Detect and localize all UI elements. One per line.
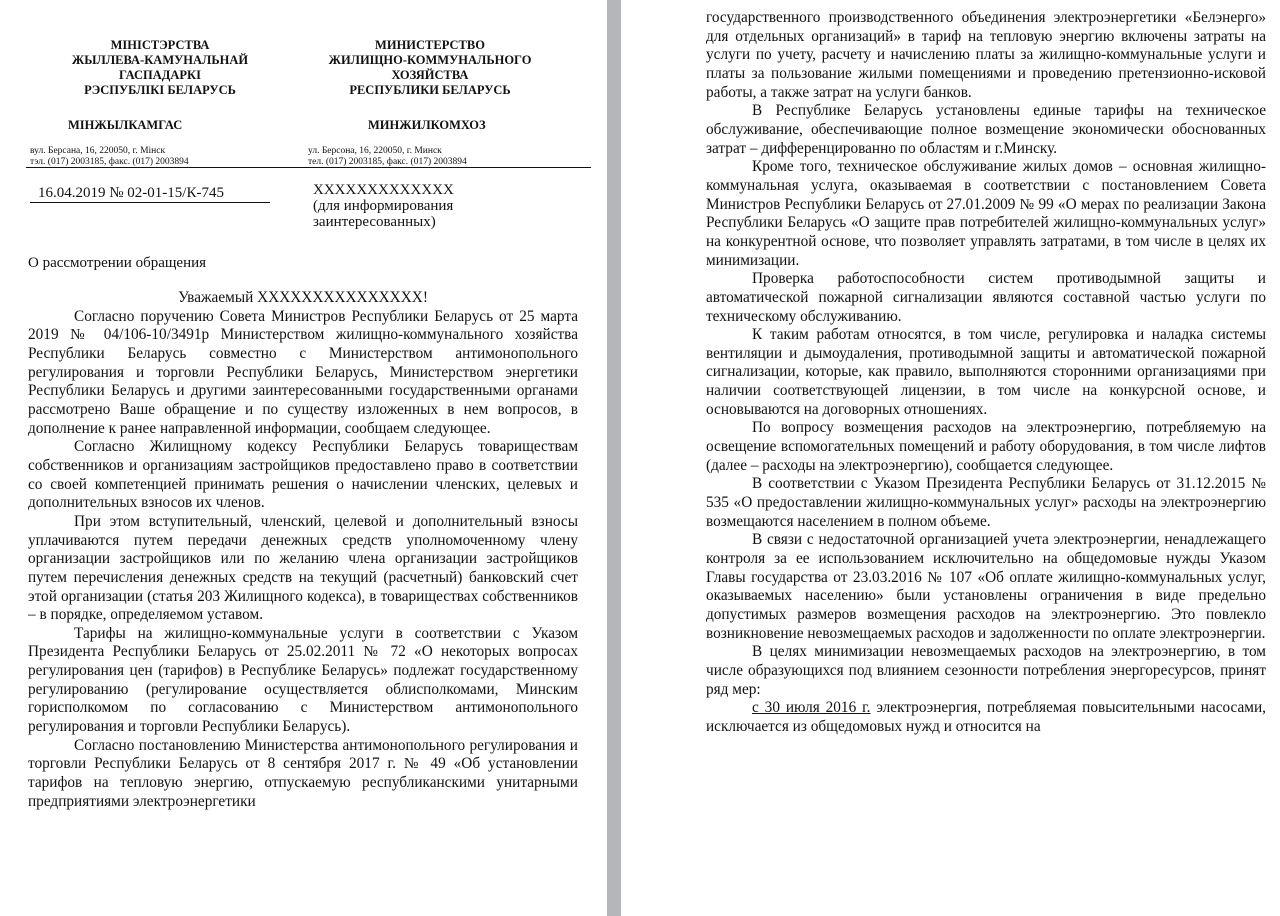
registration-number: 16.04.2019 № 02-01-15/К-745 xyxy=(30,184,270,203)
letterhead-line: РЕСПУБЛИКИ БЕЛАРУСЬ xyxy=(349,83,511,97)
paragraph: Проверка работоспособности систем противодымной защиты и автоматической пожарной сигнализации являются составной частью услуги по техническому обслуживанию. xyxy=(706,270,1266,325)
addressee xyxy=(313,182,454,230)
letterhead-line: ЖИЛИЩНО-КОММУНАЛЬНОГО xyxy=(328,53,532,67)
letterhead-line: ГАСПАДАРКІ xyxy=(119,68,201,82)
body-left xyxy=(28,289,578,811)
letterhead-line: МІНІСТЭРСТВА xyxy=(110,38,210,52)
letterhead-line: ХОЗЯЙСТВА xyxy=(391,68,469,82)
addressee-note: заинтересованных) xyxy=(313,214,436,230)
letterhead-line: МИНИСТЕРСТВО xyxy=(375,38,485,52)
addressee-name: XXXXXXXXXXXXX xyxy=(313,182,454,198)
paragraph: Тарифы на жилищно-коммунальные услуги в соответствии с Указом Президента Республики Беларусь от 25.02.2011 № 72 «О некоторых вопросах регулирования цен (тарифов) в Республике Беларусь» подлежат государственному регулированию (регулирование осуществляется облисполкомами, Минским горисполкомом по согласованию с Министерством антимонопольного регулирования и торговли Республики Беларусь). xyxy=(28,624,578,736)
date-underlined: с 30 июля 2016 г. xyxy=(752,699,871,717)
paragraph: В соответствии с Указом Президента Республики Беларусь от 31.12.2015 № 535 «О предоставлении жилищно-коммунальных услуг» расходы на электроэнергию возмещаются населением в полном объеме. xyxy=(706,475,1266,530)
paragraph: Согласно поручению Совета Министров Республики Беларусь от 25 марта 2019 № 04/106-10/3491р Министерством жилищно-коммунального хозяйства Республики Беларусь совместно с Министерством антимонопольного регулирования и торговли Республики Беларусь, Министерством энергетики Республики Беларусь и другими заинтересованными государственными органами рассмотрено Ваше обращение и по существу изложенных в нем вопросов, в дополнение к ранее направленной информации, сообщаем следующее. xyxy=(28,307,578,437)
ministry-abbr-by: МІНЖЫЛКАМГАС xyxy=(68,118,183,132)
address-line: тел. (017) 2003185, факс. (017) 2003894 xyxy=(308,157,467,167)
paragraph: В целях минимизации невозмещаемых расходов на электроэнергию, в том числе образующихся под влиянием сезонности потребления энергоресурсов, принят ряд мер: xyxy=(706,643,1266,698)
addressee-note: (для информирования xyxy=(313,198,454,214)
paragraph-text: электроэнергия, потребляемая повысительными насосами, исключается из общедомовых нужд и относится на xyxy=(706,699,1266,735)
address-by xyxy=(30,146,189,168)
letterhead-line: ЖЫЛЛЕВА-КАМУНАЛЬНАЙ xyxy=(71,53,249,67)
document-page-1 xyxy=(0,0,607,916)
subject: О рассмотрении обращения xyxy=(28,255,207,271)
paragraph-continuation: государственного производственного объединения электроэнергетики «Белэнерго» для отдельных организаций» в тариф на тепловую энергию включены затраты на услуги по учету, расчету и начислению платы за жилищно-коммунальные услуги и платы за пользование жилыми помещениями и проведению претензионно-исковой работы, а также затрат на услуги банков. xyxy=(706,9,1266,101)
document-page-2 xyxy=(621,0,1280,916)
address-ru xyxy=(308,146,467,168)
address-line: вул. Берсана, 16, 220050, г. Мінск xyxy=(30,146,166,156)
paragraph: При этом вступительный, членский, целевой и дополнительный взносы уплачиваются путем передачи денежных средств уполномоченному члену организации застройщиков или по желанию члена организации застройщиков путем перечисления денежных средств на текущий (расчетный) банковский счет этой организации (статья 203 Жилищного кодекса), в товариществах собственников – в порядке, определяемом уставом. xyxy=(28,512,578,624)
body-right xyxy=(706,9,1266,737)
letterhead-line: РЭСПУБЛІКІ БЕЛАРУСЬ xyxy=(84,83,236,97)
ministry-abbr-ru: МИНЖИЛКОМХОЗ xyxy=(368,118,486,132)
letterhead-ru xyxy=(320,38,540,98)
header-divider xyxy=(26,167,591,168)
paragraph: Кроме того, техническое обслуживание жилых домов – основная жилищно-коммунальная услуга, оказываемая в соответствии с постановлением Совета Министров Республики Беларусь от 27.01.2009 № 99 «О мерах по реализации Закона Республики Беларусь «О защите прав потребителей жилищно-коммунальных услуг» на конкурентной основе, что позволяет управлять затратами, в том числе в целях их минимизации. xyxy=(706,158,1266,269)
letterhead-by xyxy=(60,38,260,98)
salutation: Уважаемый XXXXXXXXXXXXXXX! xyxy=(178,289,428,306)
paragraph: Согласно Жилищному кодексу Республики Беларусь товариществам собственников и организациям застройщиков предоставлено право в соответствии со своей компетенцией принимать решения о начислении членских, целевых и дополнительных взносов их членов. xyxy=(28,438,578,512)
paragraph: По вопросу возмещения расходов на электроэнергию, потребляемую на освещение вспомогательных помещений и работу оборудования, в том числе лифтов (далее – расходы на электроэнергию), сообщается следующее. xyxy=(706,419,1266,474)
paragraph: К таким работам относятся, в том числе, регулировка и наладка системы вентиляции и дымоудаления, противодымной защиты и автоматической пожарной сигнализации, которые, как правило, выполняются сторонними организациями при наличии соответствующей лицензии, в том числе на конкурсной основе, и основываются на договорных отношениях. xyxy=(706,326,1266,418)
address-line: ул. Берсона, 16, 220050, г. Минск xyxy=(308,146,442,156)
paragraph: В Республике Беларусь установлены единые тарифы на техническое обслуживание, обеспечивающие полное возмещение экономически обоснованных затрат – дифференцированно по областям и г.Минску. xyxy=(706,102,1266,157)
paragraph: Согласно постановлению Министерства антимонопольного регулирования и торговли Республики Беларусь от 8 сентября 2017 г. № 49 «Об установлении тарифов на тепловую энергию, отпускаемую республиканскими унитарными предприятиями электроэнергетики xyxy=(28,736,578,810)
address-line: тэл. (017) 2003185, факс. (017) 2003894 xyxy=(30,157,189,167)
paragraph xyxy=(706,699,1266,736)
page-gap xyxy=(607,0,621,916)
paragraph: В связи с недостаточной организацией учета электроэнергии, ненадлежащего контроля за ее использованием исключительно на общедомовые нужды Указом Главы государства от 23.03.2016 № 107 «Об оплате жилищно-коммунальных услуг, оказываемых населению» были установлены ограничения в виде предельно допустимых размеров возмещения расходов на электроэнергию. Это повлекло возникновение невозмещаемых расходов и задолженности по оплате электроэнергии. xyxy=(706,531,1266,642)
